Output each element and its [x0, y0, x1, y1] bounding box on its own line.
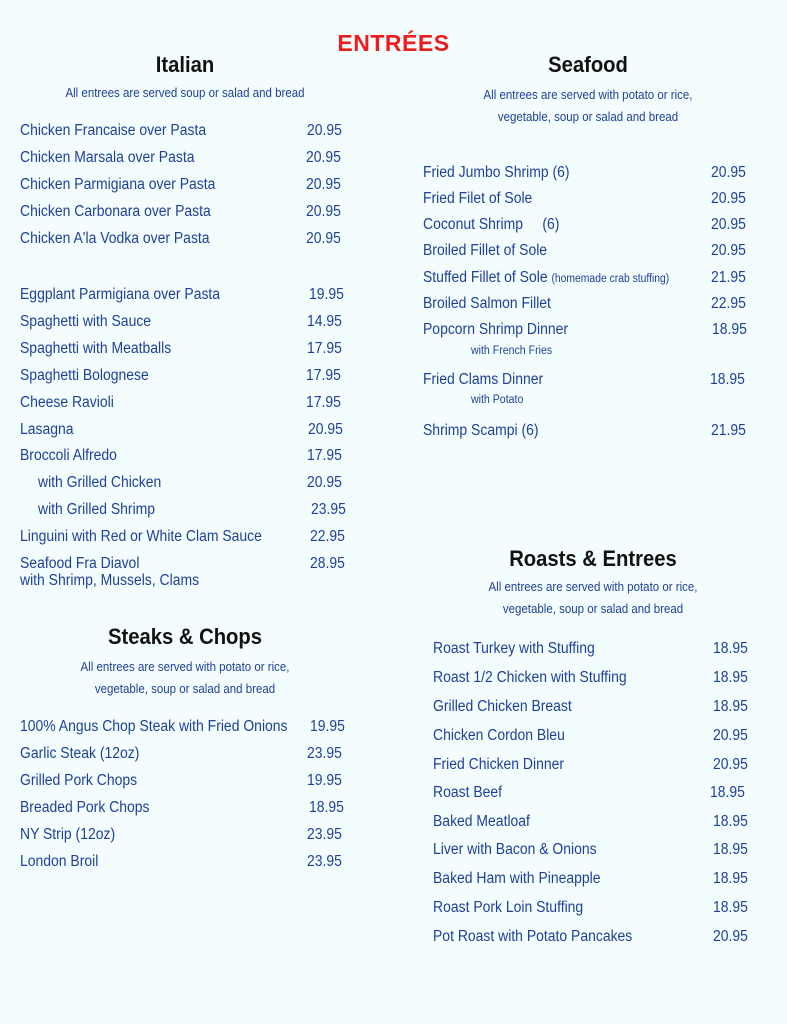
menu-item	[423, 422, 763, 442]
menu-item	[20, 826, 360, 846]
item-name: Baked Ham with Pineapple	[433, 870, 601, 887]
item-name: Roast Beef	[433, 784, 503, 801]
item-name: Chicken Marsala over Pasta	[20, 149, 195, 166]
item-price: 18.95	[712, 321, 747, 338]
item-name: 100% Angus Chop Steak with Fried Onions	[20, 718, 288, 735]
item-name: Broccoli Alfredo	[20, 447, 117, 464]
item-price: 22.95	[310, 528, 345, 545]
item-price: 18.95	[710, 784, 745, 801]
item-name	[423, 269, 669, 287]
seafood-heading: Seafood	[548, 52, 628, 77]
menu-item	[433, 727, 763, 747]
item-price: 20.95	[711, 164, 746, 181]
item-name: Fried Filet of Sole	[423, 190, 533, 207]
item-name: Roast Pork Loin Stuffing	[433, 899, 584, 916]
menu-item-detail	[20, 572, 360, 592]
item-name: Chicken Parmigiana over Pasta	[20, 176, 216, 193]
item-price: 23.95	[307, 745, 342, 762]
menu-item	[433, 669, 763, 689]
item-price: 18.95	[713, 640, 748, 657]
item-price: 17.95	[307, 447, 342, 464]
roasts-note-line1: All entrees are served with potato or rice,	[488, 580, 698, 594]
menu-item	[433, 756, 763, 776]
item-name: Lasagna	[20, 421, 74, 438]
menu-item	[20, 313, 360, 333]
menu-item	[20, 286, 360, 306]
item-price: 20.95	[307, 474, 342, 491]
menu-item	[423, 371, 763, 391]
item-price: 18.95	[713, 841, 748, 858]
menu-item	[423, 269, 763, 289]
item-name: Chicken Carbonara over Pasta	[20, 203, 211, 220]
item-name: Fried Clams Dinner	[423, 371, 544, 388]
italian-heading: Italian	[155, 52, 215, 77]
item-price: 18.95	[713, 870, 748, 887]
menu-item	[20, 853, 360, 873]
item-price: 21.95	[711, 269, 746, 286]
item-price: 21.95	[711, 422, 746, 439]
item-name: London Broil	[20, 853, 99, 870]
menu-item	[20, 772, 360, 792]
menu-item	[20, 367, 360, 387]
item-name: Cheese Ravioli	[20, 394, 114, 411]
item-price: 17.95	[307, 340, 342, 357]
item-extra: (homemade crab stuffing)	[551, 273, 670, 285]
item-price: 17.95	[306, 367, 341, 384]
menu-item	[20, 176, 360, 196]
item-detail: with French Fries	[471, 345, 553, 357]
item-price: 23.95	[307, 826, 342, 843]
steaks-note-line1: All entrees are served with potato or rice,	[80, 660, 290, 674]
item-name: Baked Meatloaf	[433, 813, 530, 830]
item-name: Roast 1/2 Chicken with Stuffing	[433, 669, 627, 686]
roasts-heading: Roasts & Entrees	[509, 546, 677, 571]
menu-item	[20, 745, 360, 765]
item-name: Popcorn Shrimp Dinner	[423, 321, 568, 338]
item-price: 19.95	[309, 286, 344, 303]
steaks-heading: Steaks & Chops	[107, 624, 263, 649]
menu-item	[20, 203, 360, 223]
seafood-section	[423, 52, 763, 439]
menu-item	[433, 841, 763, 861]
menu-item	[433, 813, 763, 833]
menu-item	[433, 784, 763, 804]
item-name: Linguini with Red or White Clam Sauce	[20, 528, 262, 545]
item-price: 20.95	[711, 242, 746, 259]
item-price: 14.95	[307, 313, 342, 330]
item-price: 18.95	[309, 799, 344, 816]
item-price: 18.95	[713, 813, 748, 830]
menu-item	[423, 216, 763, 236]
item-price: 18.95	[713, 669, 748, 686]
menu-item	[20, 340, 360, 360]
item-name: Shrimp Scampi (6)	[423, 422, 539, 439]
item-name: Chicken Francaise over Pasta	[20, 122, 207, 139]
italian-section	[20, 52, 360, 589]
item-name: Eggplant Parmigiana over Pasta	[20, 286, 221, 303]
menu-item	[20, 149, 360, 169]
item-name: Fried Chicken Dinner	[433, 756, 565, 773]
item-name: Chicken A'la Vodka over Pasta	[20, 230, 210, 247]
menu-item	[433, 899, 763, 919]
item-name: Grilled Chicken Breast	[433, 698, 572, 715]
menu-item	[20, 421, 360, 441]
menu-item	[423, 295, 763, 315]
seafood-note-line2: vegetable, soup or salad and bread	[497, 110, 679, 124]
item-name: Grilled Pork Chops	[20, 772, 138, 789]
item-name: Coconut Shrimp (6)	[423, 216, 560, 233]
item-detail: with Shrimp, Mussels, Clams	[20, 572, 200, 589]
item-name: Breaded Pork Chops	[20, 799, 150, 816]
menu-item	[20, 501, 360, 521]
seafood-note-line1: All entrees are served with potato or rice,	[483, 88, 693, 102]
menu-item	[20, 230, 360, 250]
menu-item	[433, 870, 763, 890]
item-detail: with Potato	[471, 394, 524, 406]
item-name: Broiled Salmon Fillet	[423, 295, 551, 312]
steaks-section	[20, 624, 360, 870]
item-name: Chicken Cordon Bleu	[433, 727, 565, 744]
item-price: 23.95	[311, 501, 346, 518]
menu-item	[20, 718, 360, 738]
item-name: with Grilled Shrimp	[38, 501, 156, 518]
page-title: ENTRÉES	[337, 30, 450, 56]
item-name: NY Strip (12oz)	[20, 826, 116, 843]
item-price: 22.95	[711, 295, 746, 312]
item-name: Seafood Fra Diavol	[20, 555, 140, 572]
menu-item	[20, 447, 360, 467]
menu-item	[20, 122, 360, 142]
item-name: Spaghetti with Meatballs	[20, 340, 172, 357]
item-name: Broiled Fillet of Sole	[423, 242, 548, 259]
item-price: 20.95	[711, 216, 746, 233]
item-price: 17.95	[306, 394, 341, 411]
menu-item	[433, 928, 763, 948]
menu-item	[20, 394, 360, 414]
roasts-section	[433, 546, 763, 945]
item-name: Fried Jumbo Shrimp (6)	[423, 164, 570, 181]
item-price: 19.95	[307, 772, 342, 789]
item-name: Garlic Steak (12oz)	[20, 745, 140, 762]
menu-item	[423, 321, 763, 341]
item-price: 19.95	[310, 718, 345, 735]
item-price: 23.95	[307, 853, 342, 870]
item-price: 20.95	[711, 190, 746, 207]
item-name: Roast Turkey with Stuffing	[433, 640, 595, 657]
steaks-note-line2: vegetable, soup or salad and bread	[94, 682, 276, 696]
item-price: 20.95	[713, 727, 748, 744]
menu-item	[423, 190, 763, 210]
item-price: 28.95	[310, 555, 345, 572]
menu-item	[433, 640, 763, 660]
menu-item	[20, 799, 360, 819]
item-name: Liver with Bacon & Onions	[433, 841, 597, 858]
item-price: 20.95	[306, 176, 341, 193]
menu-item	[20, 528, 360, 548]
roasts-note-line2: vegetable, soup or salad and bread	[502, 602, 684, 616]
item-name: Pot Roast with Potato Pancakes	[433, 928, 633, 945]
item-price: 20.95	[713, 756, 748, 773]
item-name: with Grilled Chicken	[38, 474, 162, 491]
menu-item	[433, 698, 763, 718]
item-price: 20.95	[713, 928, 748, 945]
item-price: 20.95	[307, 122, 342, 139]
item-name-text: Stuffed Fillet of Sole	[423, 269, 548, 286]
item-price: 18.95	[713, 899, 748, 916]
menu-item	[423, 164, 763, 184]
item-price: 20.95	[306, 203, 341, 220]
item-price: 20.95	[308, 421, 343, 438]
item-name: Spaghetti with Sauce	[20, 313, 152, 330]
item-price: 20.95	[306, 149, 341, 166]
menu-item	[20, 474, 360, 494]
menu-item	[423, 242, 763, 262]
item-price: 18.95	[713, 698, 748, 715]
item-name: Spaghetti Bolognese	[20, 367, 149, 384]
item-price: 20.95	[306, 230, 341, 247]
italian-note: All entrees are served soup or salad and bread	[65, 86, 305, 100]
item-price: 18.95	[710, 371, 745, 388]
